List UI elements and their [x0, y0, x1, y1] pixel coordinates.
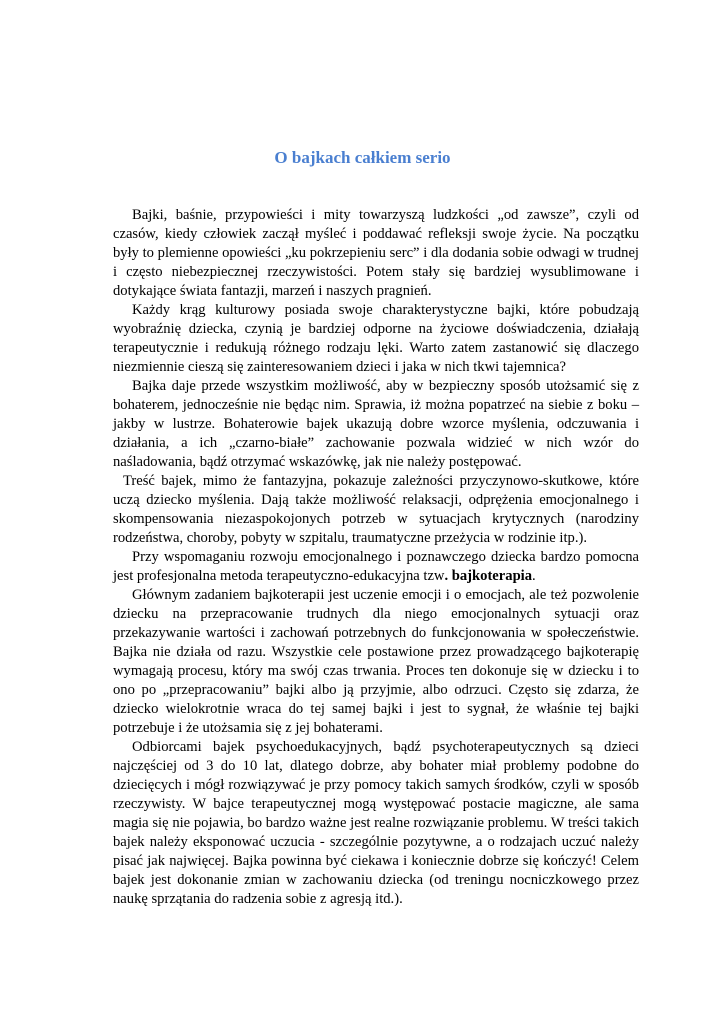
paragraph-2: Każdy krąg kulturowy posiada swoje charakterystyczne bajki, które pobudzają wyobraźnię dziecka, czynią je bardziej odporne na życiowe doświadczenia, działają terapeutycznie i redukują różnego rodzaju lęki. Warto zatem zastanowić się dlaczego niezmiennie cieszą się zainteresowaniem dzieci i jaka w nich tkwi tajemnica? — [113, 302, 639, 375]
paragraph-1: Bajki, baśnie, przypowieści i mity towarzyszą ludzkości „od zawsze”, czyli od czasów, kiedy człowiek zaczął myśleć i poddawać refleksji swoje życie. Na początku były to plemienne opowieści „ku pokrzepieniu serc” i dla dodania sobie odwagi w trudnej i często niebezpiecznej rzeczywistości. Potem stały się bardziej wysublimowane i dotykające świata fantazji, marzeń i naszych pragnień. — [113, 207, 639, 299]
paragraph-6: Głównym zadaniem bajkoterapii jest uczenie emocji i o emocjach, ale też pozwolenie dziecku na przepracowanie trudnych dla niego emocjonalnych sytuacji oraz przekazywanie wartości i zachowań potrzebnych do funkcjonowania w społeczeństwie. Bajka nie działa od razu. Wszystkie cele postawione przez prowadzącego bajkoterapię wymagają procesu, który ma swój czas trwania. Proces ten dokonuje się w dziecku i to ono po „przepracowaniu” bajki albo ją przyjmie, albo odrzuci. Często się zdarza, że dziecko wielokrotnie wraca do tej samej bajki i jest to sygnał, że właśnie tej bajki potrzebuje i że utożsamia się z jej bohaterami. — [113, 587, 639, 736]
paragraph-5-bold-term: . bajkoterapia — [444, 568, 533, 584]
paragraph-7: Odbiorcami bajek psychoedukacyjnych, bądź psychoterapeutycznych są dzieci najczęściej od 3 do 10 lat, dlatego dobrze, aby bohater miał problemy podobne do dziecięcych i mógł rozwiązywać je przy pomocy takich samych środków, czyli w sposób rzeczywisty. W bajce terapeutycznej mogą występować postacie magiczne, ale sama magia się nie pojawia, bo bardzo ważne jest realne rozwiązanie problemu. W treści takich bajek należy eksponować uczucia - szczególnie pozytywne, a o rodzajach uczuć należy pisać jak najwięcej. Bajka powinna być ciekawa i koniecznie dobrze się kończyć! Celem bajek jest dokonanie zmian w zachowaniu dziecka (od treningu nocniczkowego przez naukę sprzątania do radzenia sobie z agresją itd.). — [113, 739, 639, 907]
paragraph-4: Treść bajek, mimo że fantazyjna, pokazuje zależności przyczynowo-skutkowe, które uczą dziecko myślenia. Dają także możliwość relaksacji, odprężenia emocjonalnego i skompensowania niezaspokojonych potrzeb w sytuacjach krytycznych (narodziny rodzeństwa, choroby, pobyty w szpitalu, traumatyczne przeżycia w rodzinie itp.). — [113, 473, 639, 546]
paragraph-5 — [113, 548, 639, 586]
paragraph-3: Bajka daje przede wszystkim możliwość, aby w bezpieczny sposób utożsamić się z bohaterem, jednocześnie nie będąc nim. Sprawia, iż można popatrzeć na siebie z boku – jakby w lustrze. Bohaterowie bajek ukazują dobre wzorce myślenia, odczuwania i działania, a ich „czarno-białe” zachowanie pozwala widzieć w nich wzór do naśladowania, bądź otrzymać wskazówkę, jak nie należy postępować. — [113, 378, 639, 470]
paragraph-5-text: Przy wspomaganiu rozwoju emocjonalnego i poznawczego dziecka bardzo pomocna jest profesjonalna metoda terapeutyczno-edukacyjna tzw — [113, 549, 639, 584]
document-title: O bajkach całkiem serio — [274, 148, 451, 167]
document-body — [113, 206, 639, 909]
paragraph-5-end: . — [532, 568, 536, 584]
